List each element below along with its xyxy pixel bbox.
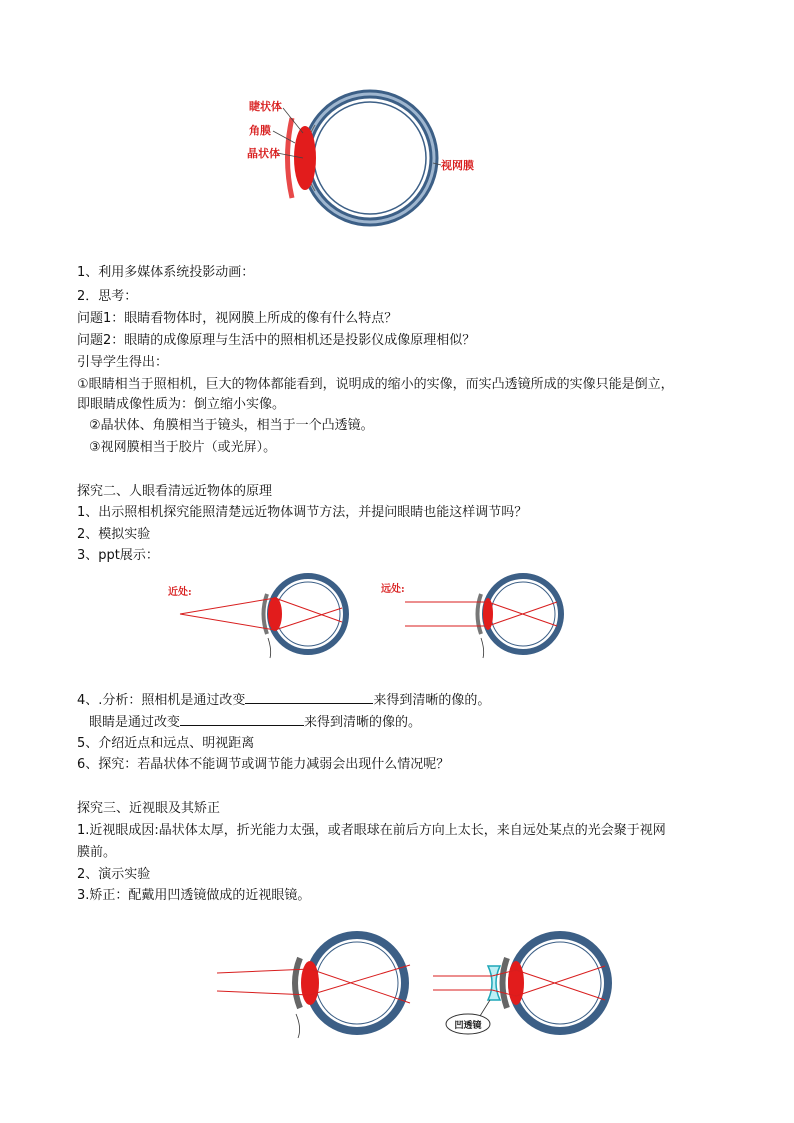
text-line: ②晶状体、角膜相当于镜头，相当于一个凸透镜。 (89, 418, 374, 433)
analysis-line-eye: 眼睛是通过改变 来得到清晰的像的。 (89, 711, 421, 733)
far-eye-figure (375, 570, 570, 660)
fill-blank[interactable] (245, 689, 373, 704)
label-lens: 晶状体 (247, 147, 280, 160)
text-line: ①眼睛相当于照相机，巨大的物体都能看到，说明成的缩小的实像，而实凸透镜所成的实像只能是倒立， (77, 377, 674, 392)
text-line: 2、模拟实验 (77, 527, 151, 542)
text-line: 引导学生得出： (77, 355, 169, 370)
near-eye-figure (160, 570, 355, 660)
text-line: 1、利用多媒体系统投影动画： (77, 265, 255, 280)
concave-lens-shape (488, 966, 500, 1000)
analysis-line-camera: 4、.分析：照相机是通过改变 来得到清晰的像的。 (77, 689, 490, 711)
corrected-eye-figure (430, 928, 620, 1040)
text-line: 3.矫正：配戴用凹透镜做成的近视眼镜。 (77, 888, 311, 903)
text-line: 1、出示照相机探究能照清楚远近物体调节方法，并提问眼睛也能这样调节吗？ (77, 505, 528, 520)
text-line: 2．思考： (77, 289, 138, 304)
section-title: 探究三、近视眼及其矫正 (77, 801, 221, 816)
text-line: ③视网膜相当于胶片（或光屏）。 (89, 440, 277, 455)
section-title: 探究二、人眼看清远近物体的原理 (77, 484, 273, 499)
myopia-eye-figure (212, 928, 417, 1040)
lens-shape (294, 126, 316, 190)
text-line: 即眼睛成像性质为：倒立缩小实像。 (77, 397, 286, 412)
text-line: 5、介绍近点和远点、明视距离 (77, 736, 255, 751)
text-line: 3、ppt展示： (77, 548, 159, 563)
label-ciliary-body: 睫状体 (249, 100, 282, 113)
text-line: 问题2：眼睛的成像原理与生活中的照相机还是投影仪成像原理相似？ (77, 333, 476, 348)
label-cornea: 角膜 (249, 124, 271, 137)
eye-anatomy-figure (245, 85, 480, 230)
label-far: 远处: (381, 584, 405, 595)
text-line: 膜前。 (77, 845, 117, 860)
label-retina: 视网膜 (441, 159, 474, 172)
label-concave-lens: 凹透镜 (454, 1021, 482, 1031)
text-line: 问题1：眼睛看物体时，视网膜上所成的像有什么特点？ (77, 311, 398, 326)
text-line: 1.近视眼成因:晶状体太厚，折光能力太强，或者眼球在前后方向上太长，来自远处某点的光会聚于视网 (77, 823, 666, 838)
text-line: 6、探究：若晶状体不能调节或调节能力减弱会出现什么情况呢？ (77, 757, 450, 772)
fill-blank[interactable] (180, 711, 304, 726)
label-near: 近处: (168, 587, 192, 598)
text-line: 2、演示实验 (77, 867, 151, 882)
